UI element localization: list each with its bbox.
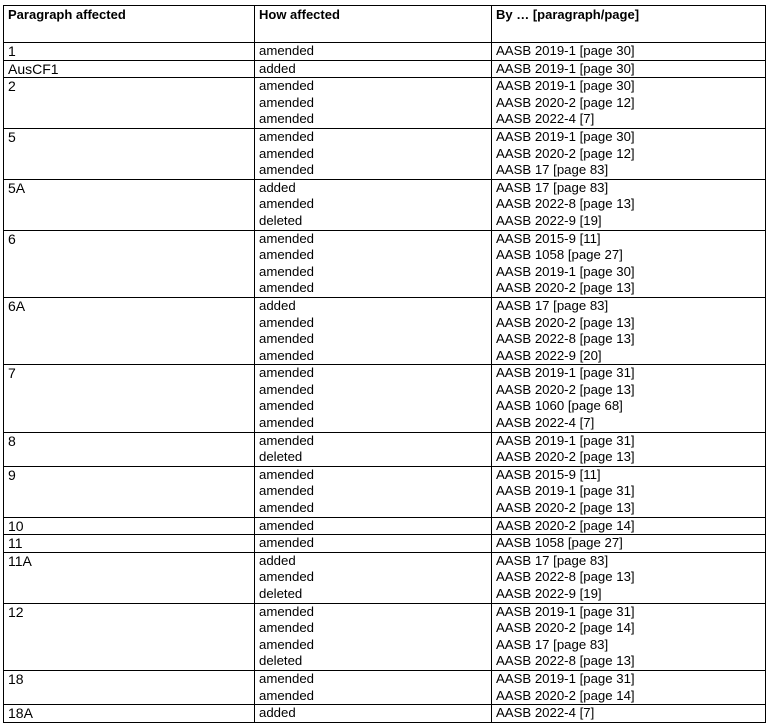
amending-reference-value: AASB 2022-9 [19] <box>496 212 602 228</box>
how-affected-cell <box>255 705 492 723</box>
amending-reference-value: AASB 2022-8 [page 13] <box>496 196 635 212</box>
how-affected-value: amended <box>259 145 314 161</box>
amending-reference-value: AASB 2019-1 [page 30] <box>496 263 635 279</box>
by-reference-cell <box>492 670 766 704</box>
table-row <box>4 535 766 553</box>
amending-reference-value: AASB 2019-1 [page 31] <box>496 483 635 499</box>
how-affected-value: amended <box>259 535 314 551</box>
how-affected-value: added <box>259 552 296 568</box>
paragraph-affected-cell: 5 <box>4 128 255 179</box>
how-affected-value: amended <box>259 517 314 533</box>
amending-reference-value: AASB 2020-2 [page 13] <box>496 449 635 465</box>
how-affected-cell <box>255 517 492 535</box>
by-reference-cell <box>492 552 766 603</box>
amending-reference-value: AASB 2022-9 [19] <box>496 586 602 601</box>
amending-reference-value: AASB 2019-1 [page 30] <box>496 78 635 94</box>
how-affected-cell <box>255 43 492 61</box>
table-row <box>4 297 766 364</box>
amending-reference-value: AASB 2019-1 [page 30] <box>496 60 635 76</box>
by-reference-cell <box>492 43 766 61</box>
amending-reference-value: AASB 2020-2 [page 12] <box>496 145 635 161</box>
by-reference-cell <box>492 535 766 553</box>
by-reference-cell <box>492 603 766 670</box>
how-affected-value: added <box>259 297 296 313</box>
how-affected-value: amended <box>259 230 314 246</box>
by-reference-cell <box>492 179 766 230</box>
how-affected-value: amended <box>259 483 314 499</box>
table-row <box>4 230 766 297</box>
by-reference-cell <box>492 297 766 364</box>
how-affected-value: amended <box>259 94 314 110</box>
by-reference-cell <box>492 60 766 78</box>
header-row <box>4 6 766 43</box>
amending-reference-value: AASB 17 [page 83] <box>496 552 609 568</box>
paragraph-affected-cell: 1 <box>4 43 255 61</box>
amendments-table <box>3 5 766 723</box>
amending-reference-value: AASB 2020-2 [page 14] <box>496 687 635 703</box>
how-affected-value: amended <box>259 398 314 414</box>
by-reference-cell <box>492 432 766 466</box>
amending-reference-value: AASB 2019-1 [page 31] <box>496 432 635 448</box>
how-affected-value: amended <box>259 331 314 347</box>
amending-reference-value: AASB 17 [page 83] <box>496 297 609 313</box>
how-affected-value: amended <box>259 162 314 178</box>
how-affected-value: amended <box>259 620 314 636</box>
table-header <box>4 6 766 43</box>
how-affected-cell <box>255 179 492 230</box>
paragraph-affected-cell: 18 <box>4 670 255 704</box>
how-affected-value: amended <box>259 347 314 363</box>
table-body <box>4 43 766 723</box>
how-affected-cell <box>255 365 492 432</box>
how-affected-cell <box>255 670 492 704</box>
amending-reference-value: AASB 17 [page 83] <box>496 636 609 652</box>
amending-reference-value: AASB 2022-8 [page 13] <box>496 569 635 585</box>
table-row <box>4 78 766 129</box>
amending-reference-value: AASB 2022-4 [7] <box>496 705 595 721</box>
by-reference-cell <box>492 230 766 297</box>
how-affected-value: amended <box>259 111 314 127</box>
paragraph-affected-cell: 10 <box>4 517 255 535</box>
header-how-affected: How affected <box>255 6 492 43</box>
how-affected-value: amended <box>259 432 314 448</box>
amending-reference-value: AASB 2020-2 [page 13] <box>496 314 635 330</box>
amending-reference-value: AASB 2019-1 [page 31] <box>496 603 635 619</box>
paragraph-affected-cell: 7 <box>4 365 255 432</box>
how-affected-cell <box>255 432 492 466</box>
how-affected-cell <box>255 60 492 78</box>
by-reference-cell <box>492 128 766 179</box>
how-affected-cell <box>255 552 492 603</box>
how-affected-cell <box>255 78 492 129</box>
how-affected-value: deleted <box>259 586 303 601</box>
amending-reference-value: AASB 2015-9 [11] <box>496 230 601 246</box>
amending-reference-value: AASB 1060 [page 68] <box>496 398 623 414</box>
how-affected-value: amended <box>259 280 314 296</box>
amending-reference-value: AASB 2022-9 [20] <box>496 347 602 363</box>
how-affected-value: deleted <box>259 653 303 669</box>
how-affected-value: amended <box>259 603 314 619</box>
amending-reference-value: AASB 2015-9 [11] <box>496 466 601 482</box>
amending-reference-value: AASB 2019-1 [page 31] <box>496 365 635 381</box>
amending-reference-value: AASB 2022-8 [page 13] <box>496 331 635 347</box>
how-affected-value: amended <box>259 636 314 652</box>
header-paragraph-affected: Paragraph affected <box>4 6 255 43</box>
paragraph-affected-cell: 8 <box>4 432 255 466</box>
table-row <box>4 365 766 432</box>
how-affected-cell <box>255 535 492 553</box>
how-affected-value: deleted <box>259 212 303 228</box>
by-reference-cell <box>492 705 766 723</box>
paragraph-affected-cell: 11 <box>4 535 255 553</box>
how-affected-cell <box>255 603 492 670</box>
header-by-paragraph-page: By … [paragraph/page] <box>492 6 766 43</box>
how-affected-value: amended <box>259 196 314 212</box>
how-affected-value: added <box>259 60 296 76</box>
how-affected-value: added <box>259 705 296 721</box>
by-reference-cell <box>492 78 766 129</box>
how-affected-value: amended <box>259 381 314 397</box>
table-row <box>4 705 766 723</box>
how-affected-value: amended <box>259 415 314 431</box>
amending-reference-value: AASB 2019-1 [page 30] <box>496 128 635 144</box>
paragraph-affected-cell: 11A <box>4 552 255 603</box>
table-row <box>4 466 766 517</box>
amending-reference-value: AASB 17 [page 83] <box>496 179 609 195</box>
table-row <box>4 517 766 535</box>
amending-reference-value: AASB 2020-2 [page 13] <box>496 500 635 516</box>
how-affected-value: deleted <box>259 449 303 465</box>
amending-reference-value: AASB 2020-2 [page 14] <box>496 517 635 533</box>
how-affected-value: amended <box>259 500 314 516</box>
table-row <box>4 432 766 466</box>
table-row <box>4 60 766 78</box>
table-row <box>4 603 766 670</box>
amending-reference-value: AASB 2022-8 [page 13] <box>496 653 635 669</box>
by-reference-cell <box>492 466 766 517</box>
amending-reference-value: AASB 2019-1 [page 31] <box>496 670 635 686</box>
amending-reference-value: AASB 2022-4 [7] <box>496 415 595 431</box>
how-affected-value: amended <box>259 128 314 144</box>
how-affected-value: amended <box>259 569 314 585</box>
how-affected-cell <box>255 297 492 364</box>
how-affected-cell <box>255 230 492 297</box>
paragraph-affected-cell: 5A <box>4 179 255 230</box>
how-affected-value: amended <box>259 314 314 330</box>
amending-reference-value: AASB 1058 [page 27] <box>496 535 623 551</box>
table-row <box>4 670 766 704</box>
amending-reference-value: AASB 1058 [page 27] <box>496 247 623 263</box>
how-affected-value: amended <box>259 466 314 482</box>
table-row <box>4 179 766 230</box>
amending-reference-value: AASB 17 [page 83] <box>496 162 609 178</box>
amending-reference-value: AASB 2020-2 [page 13] <box>496 280 635 296</box>
amending-reference-value: AASB 2019-1 [page 30] <box>496 43 635 58</box>
how-affected-value: amended <box>259 43 314 58</box>
paragraph-affected-cell: 6 <box>4 230 255 297</box>
table-row <box>4 43 766 61</box>
how-affected-value: amended <box>259 78 314 94</box>
how-affected-cell <box>255 128 492 179</box>
by-reference-cell <box>492 517 766 535</box>
amending-reference-value: AASB 2020-2 [page 13] <box>496 381 635 397</box>
paragraph-affected-cell: 9 <box>4 466 255 517</box>
paragraph-affected-cell: 6A <box>4 297 255 364</box>
how-affected-value: added <box>259 179 296 195</box>
how-affected-cell <box>255 466 492 517</box>
how-affected-value: amended <box>259 687 314 703</box>
how-affected-value: amended <box>259 263 314 279</box>
by-reference-cell <box>492 365 766 432</box>
how-affected-value: amended <box>259 365 314 381</box>
table-row <box>4 552 766 603</box>
paragraph-affected-cell: 18A <box>4 705 255 723</box>
how-affected-value: amended <box>259 670 314 686</box>
paragraph-affected-cell: 12 <box>4 603 255 670</box>
amending-reference-value: AASB 2020-2 [page 12] <box>496 94 635 110</box>
table-row <box>4 128 766 179</box>
paragraph-affected-cell: 2 <box>4 78 255 129</box>
how-affected-value: amended <box>259 247 314 263</box>
amending-reference-value: AASB 2020-2 [page 14] <box>496 620 635 636</box>
amending-reference-value: AASB 2022-4 [7] <box>496 111 595 127</box>
paragraph-affected-cell: AusCF1 <box>4 60 255 78</box>
